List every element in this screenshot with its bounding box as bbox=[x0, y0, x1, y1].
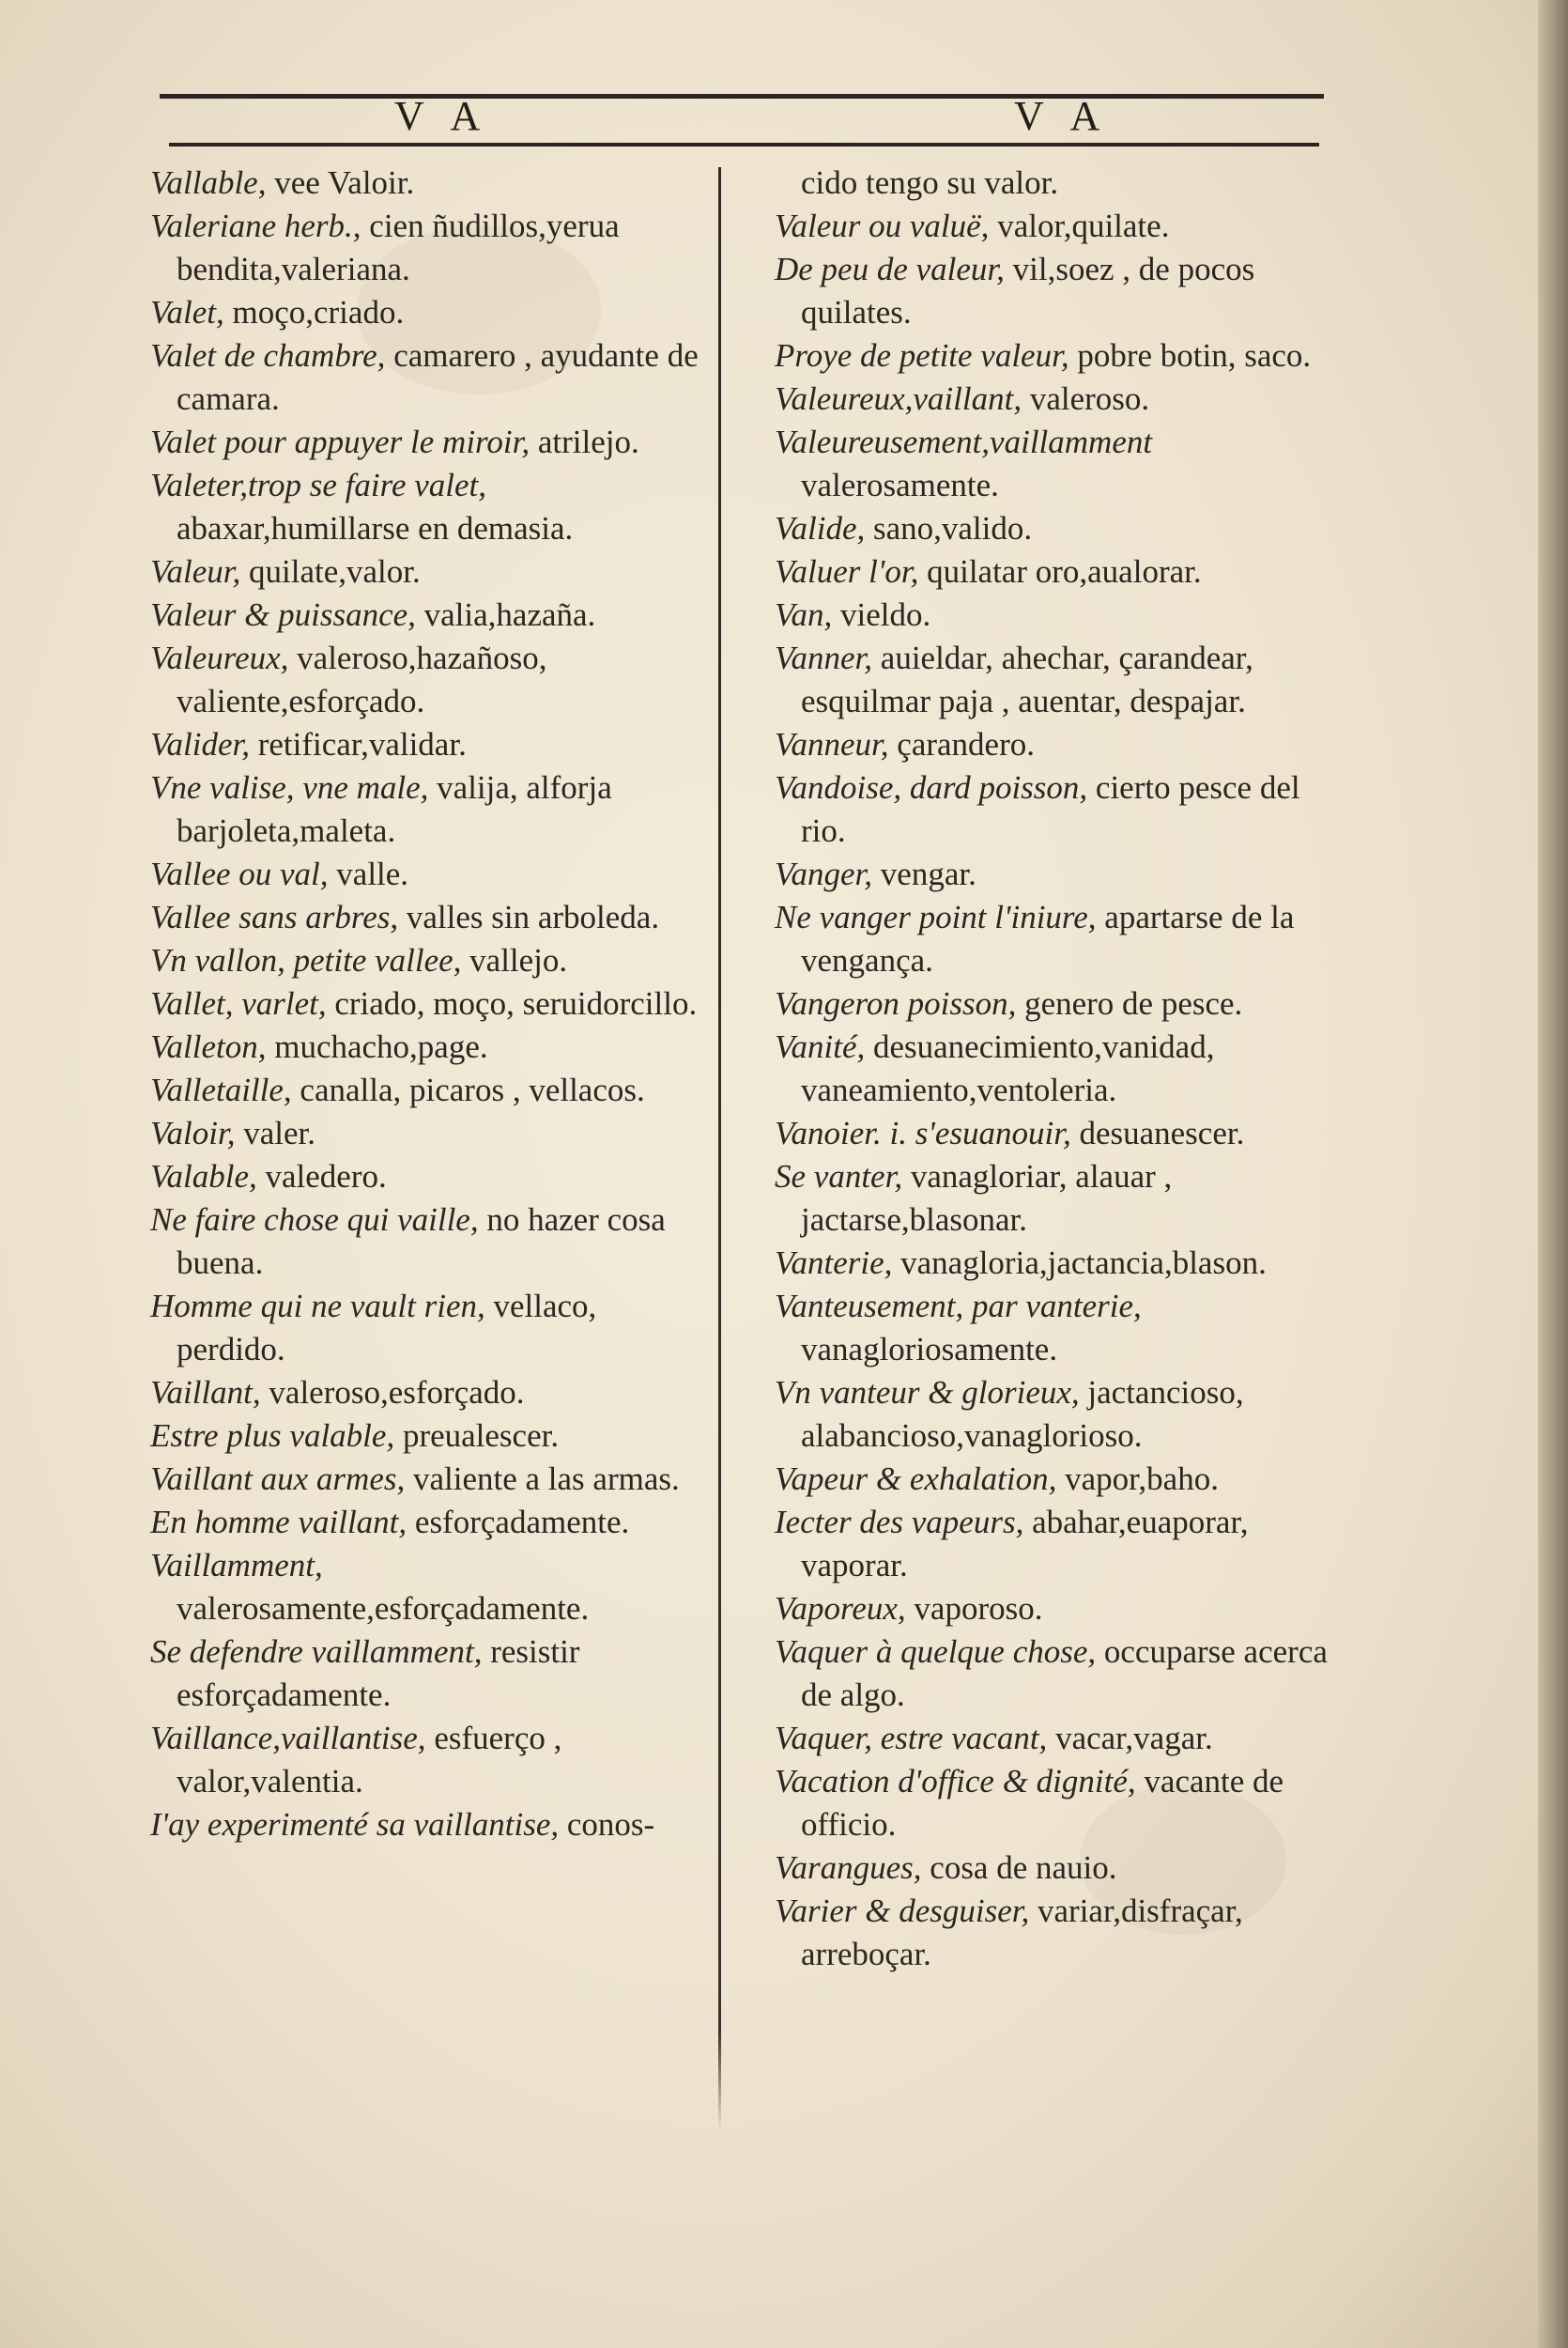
dictionary-entry bbox=[150, 1112, 709, 1155]
dictionary-entry bbox=[150, 853, 709, 896]
entry-definition: esfuerço , valor,valentia. bbox=[177, 1720, 562, 1800]
dictionary-entry bbox=[775, 1371, 1333, 1458]
entry-headword: Valet, bbox=[150, 294, 224, 331]
entry-headword: Vanner, bbox=[775, 640, 873, 676]
entry-definition: valiente a las armas. bbox=[405, 1460, 680, 1497]
entry-definition: quilatar oro,aualorar. bbox=[918, 553, 1202, 590]
entry-definition: conos- bbox=[559, 1806, 655, 1843]
header-rule bbox=[160, 94, 1324, 99]
dictionary-entry bbox=[150, 1069, 709, 1112]
right-column bbox=[775, 162, 1333, 1976]
entry-headword: Valeureusement,vaillamment bbox=[775, 424, 1153, 460]
entry-definition: abaxar,humillarse en demasia. bbox=[177, 510, 574, 547]
entry-definition: quilate,valor. bbox=[240, 553, 421, 590]
dictionary-entry bbox=[775, 594, 1333, 637]
dictionary-entry bbox=[775, 1630, 1333, 1717]
entry-headword: Vn vallon, petite vallee, bbox=[150, 942, 462, 979]
entry-definition: vacar,vagar. bbox=[1047, 1720, 1213, 1756]
dictionary-entry bbox=[775, 248, 1333, 334]
dictionary-entry bbox=[775, 1112, 1333, 1155]
dictionary-entry bbox=[775, 1760, 1333, 1846]
dictionary-entry bbox=[775, 1846, 1333, 1890]
entry-headword: Ne faire chose qui vaille, bbox=[150, 1201, 479, 1238]
entry-definition: desuanecimiento,vanidad, vaneamiento,ventoleria. bbox=[801, 1028, 1215, 1108]
entry-definition: criado, moço, seruidorcillo. bbox=[326, 985, 698, 1022]
dictionary-entry bbox=[150, 464, 709, 550]
entry-headword: Vanité, bbox=[775, 1028, 866, 1065]
entry-definition: vanagloria,jactancia,blason. bbox=[892, 1244, 1267, 1281]
entry-headword: Valeur, bbox=[150, 553, 241, 590]
entry-headword: Vapeur & exhalation, bbox=[775, 1460, 1057, 1497]
dictionary-entry bbox=[150, 1630, 709, 1717]
entry-definition: cido tengo su valor. bbox=[801, 164, 1059, 201]
entry-definition: valor,quilate. bbox=[989, 208, 1170, 244]
dictionary-entry bbox=[775, 637, 1333, 723]
entry-definition: vil,soez , de pocos quilates. bbox=[801, 251, 1255, 331]
entry-definition: valeroso,hazañoso, valiente,esforçado. bbox=[177, 640, 547, 719]
entry-headword: Valet pour appuyer le miroir, bbox=[150, 424, 530, 460]
entry-headword: Varangues, bbox=[775, 1849, 922, 1886]
dictionary-entry bbox=[775, 982, 1333, 1026]
dictionary-entry bbox=[150, 1371, 709, 1414]
entry-definition: no hazer cosa buena. bbox=[177, 1201, 666, 1281]
entry-headword: Valoir, bbox=[150, 1115, 236, 1151]
entry-headword: I'ay experimenté sa vaillantise, bbox=[150, 1806, 560, 1843]
dictionary-entry bbox=[150, 334, 709, 421]
entry-headword: Vne valise, vne male, bbox=[150, 769, 429, 806]
entry-definition: apartarse de la vengança. bbox=[801, 899, 1295, 979]
entry-definition: desuanescer. bbox=[1070, 1115, 1245, 1151]
entry-definition: valles sin arboleda. bbox=[398, 899, 660, 935]
entry-headword: Vanoier. i. s'esuanouir, bbox=[775, 1115, 1071, 1151]
entry-headword: Vaporeux, bbox=[775, 1590, 906, 1627]
entry-headword: Varier & desguiser, bbox=[775, 1892, 1030, 1929]
left-column bbox=[150, 162, 709, 1846]
entry-headword: Vandoise, dard poisson, bbox=[775, 769, 1088, 806]
entry-definition: valerosamente. bbox=[801, 467, 999, 503]
entry-headword: Valable, bbox=[150, 1158, 257, 1195]
entry-definition: vellaco, perdido. bbox=[177, 1288, 597, 1367]
dictionary-entry bbox=[150, 1026, 709, 1069]
entry-headword: Van, bbox=[775, 596, 833, 633]
entry-headword: Valeureux,vaillant, bbox=[775, 380, 1022, 417]
entry-definition: vapor,baho. bbox=[1056, 1460, 1219, 1497]
entry-definition: valedero. bbox=[256, 1158, 387, 1195]
dictionary-entry bbox=[775, 853, 1333, 896]
entry-headword: Iecter des vapeurs, bbox=[775, 1504, 1024, 1540]
dictionary-entry bbox=[150, 1155, 709, 1198]
dictionary-entry bbox=[150, 594, 709, 637]
dictionary-entry bbox=[775, 507, 1333, 550]
entry-headword: Vallee ou val, bbox=[150, 856, 329, 892]
entry-headword: Valleton, bbox=[150, 1028, 267, 1065]
dictionary-entry bbox=[150, 896, 709, 939]
entry-definition: valerosamente,esforçadamente. bbox=[177, 1590, 590, 1627]
dictionary-entry bbox=[150, 1285, 709, 1371]
entry-headword: Vangeron poisson, bbox=[775, 985, 1017, 1022]
entry-definition: moço,criado. bbox=[223, 294, 405, 331]
dictionary-entry bbox=[775, 1285, 1333, 1371]
entry-headword: Vn vanteur & glorieux, bbox=[775, 1374, 1080, 1411]
entry-headword: Valet de chambre, bbox=[150, 337, 386, 374]
entry-definition: cien ñudillos,yerua bendita,valeriana. bbox=[177, 208, 620, 287]
entry-headword: En homme vaillant, bbox=[150, 1504, 407, 1540]
dictionary-entry bbox=[775, 1242, 1333, 1285]
entry-headword: Se vanter, bbox=[775, 1158, 903, 1195]
column-divider bbox=[718, 167, 721, 2130]
dictionary-entry bbox=[775, 1890, 1333, 1976]
dictionary-entry bbox=[150, 1803, 709, 1846]
entry-headword: Vaillant, bbox=[150, 1374, 261, 1411]
dictionary-entry bbox=[775, 378, 1333, 421]
dictionary-entry bbox=[775, 723, 1333, 766]
dictionary-entry bbox=[775, 1155, 1333, 1242]
dictionary-entry bbox=[150, 1198, 709, 1285]
entry-headword: Valuer l'or, bbox=[775, 553, 919, 590]
dictionary-entry bbox=[150, 550, 709, 594]
dictionary-entry bbox=[775, 334, 1333, 378]
entry-definition: cierto pesce del rio. bbox=[801, 769, 1300, 849]
entry-definition: vengar. bbox=[872, 856, 976, 892]
entry-headword: Homme qui ne vault rien, bbox=[150, 1288, 485, 1324]
entry-headword: Valeter,trop se faire valet, bbox=[150, 467, 487, 503]
entry-definition: valia,hazaña. bbox=[415, 596, 596, 633]
entry-definition: sano,valido. bbox=[865, 510, 1033, 547]
entry-headword: Valide, bbox=[775, 510, 866, 547]
entry-headword: Vaillance,vaillantise, bbox=[150, 1720, 426, 1756]
running-head-right: V A bbox=[1014, 93, 1110, 139]
entry-definition: retificar,validar. bbox=[249, 726, 467, 763]
entry-headword: Vanneur, bbox=[775, 726, 889, 763]
entry-definition: vanagloriosamente. bbox=[801, 1331, 1058, 1367]
entry-definition: valle. bbox=[328, 856, 409, 892]
dictionary-entry bbox=[150, 723, 709, 766]
entry-definition: camarero , ayudante de camara. bbox=[177, 337, 699, 417]
entry-headword: Vacation d'office & dignité, bbox=[775, 1763, 1136, 1800]
entry-headword: Vanteusement, par vanterie, bbox=[775, 1288, 1142, 1324]
dictionary-entry bbox=[150, 1458, 709, 1501]
entry-headword: Valider, bbox=[150, 726, 250, 763]
entry-headword: Valeur & puissance, bbox=[150, 596, 416, 633]
dictionary-entry bbox=[775, 162, 1333, 205]
entry-definition: vieldo. bbox=[832, 596, 931, 633]
dictionary-entry bbox=[775, 766, 1333, 853]
book-spine-edge bbox=[1538, 0, 1568, 2348]
entry-definition: variar,disfraçar, arreboçar. bbox=[801, 1892, 1243, 1972]
entry-headword: Valeureux, bbox=[150, 640, 289, 676]
entry-headword: Valeriane herb., bbox=[150, 208, 361, 244]
entry-definition: valer. bbox=[235, 1115, 315, 1151]
dictionary-entry bbox=[150, 162, 709, 205]
entry-definition: preualescer. bbox=[394, 1417, 560, 1454]
dictionary-entry bbox=[775, 1501, 1333, 1587]
entry-definition: muchacho,page. bbox=[266, 1028, 488, 1065]
dictionary-entry bbox=[150, 205, 709, 291]
dictionary-entry bbox=[775, 1458, 1333, 1501]
dictionary-entry bbox=[150, 1544, 709, 1630]
entry-definition: occuparse acerca de algo. bbox=[801, 1633, 1328, 1713]
entry-definition: cosa de nauio. bbox=[921, 1849, 1117, 1886]
entry-definition: vallejo. bbox=[461, 942, 568, 979]
header-underline bbox=[169, 143, 1319, 147]
entry-definition: jactancioso, alabancioso,vanaglorioso. bbox=[801, 1374, 1244, 1454]
entry-headword: Ne vanger point l'iniure, bbox=[775, 899, 1097, 935]
entry-definition: pobre botin, saco. bbox=[1068, 337, 1312, 374]
dictionary-entry bbox=[150, 1717, 709, 1803]
dictionary-entry bbox=[775, 550, 1333, 594]
entry-definition: vaporoso. bbox=[905, 1590, 1043, 1627]
dictionary-entry bbox=[150, 939, 709, 982]
entry-definition: vee Valoir. bbox=[266, 164, 415, 201]
entry-definition: canalla, picaros , vellacos. bbox=[291, 1072, 645, 1108]
entry-headword: Valletaille, bbox=[150, 1072, 292, 1108]
dictionary-entry bbox=[775, 896, 1333, 982]
entry-headword: Vaquer à quelque chose, bbox=[775, 1633, 1097, 1670]
entry-headword: Vanger, bbox=[775, 856, 873, 892]
entry-headword: Valeur ou valuë, bbox=[775, 208, 990, 244]
dictionary-entry bbox=[775, 1587, 1333, 1630]
dictionary-entry bbox=[150, 766, 709, 853]
entry-definition: vacante de officio. bbox=[801, 1763, 1284, 1843]
entry-definition: auieldar, ahechar, çarandear, esquilmar paja , auentar, despajar. bbox=[801, 640, 1253, 719]
dictionary-entry bbox=[150, 421, 709, 464]
dictionary-entry bbox=[775, 1026, 1333, 1112]
dictionary-entry bbox=[775, 205, 1333, 248]
dictionary-entry bbox=[150, 1414, 709, 1458]
dictionary-entry bbox=[775, 421, 1333, 507]
entry-headword: Estre plus valable, bbox=[150, 1417, 395, 1454]
entry-headword: Proye de petite valeur, bbox=[775, 337, 1069, 374]
entry-definition: vanagloriar, alauar , jactarse,blasonar. bbox=[801, 1158, 1173, 1238]
entry-definition: abahar,euaporar, vaporar. bbox=[801, 1504, 1249, 1583]
entry-headword: Vanterie, bbox=[775, 1244, 893, 1281]
dictionary-entry bbox=[150, 291, 709, 334]
entry-definition: esforçadamente. bbox=[407, 1504, 630, 1540]
entry-headword: Vaillamment, bbox=[150, 1547, 323, 1583]
entry-headword: Se defendre vaillamment, bbox=[150, 1633, 483, 1670]
entry-definition: valeroso,esforçado. bbox=[260, 1374, 525, 1411]
entry-headword: Vaquer, estre vacant, bbox=[775, 1720, 1048, 1756]
entry-headword: Vaillant aux armes, bbox=[150, 1460, 406, 1497]
entry-headword: Vallee sans arbres, bbox=[150, 899, 399, 935]
dictionary-entry bbox=[150, 982, 709, 1026]
entry-definition: valija, alforja barjoleta,maleta. bbox=[177, 769, 612, 849]
running-head-left: V A bbox=[394, 93, 490, 139]
entry-definition: çarandero. bbox=[888, 726, 1035, 763]
dictionary-entry bbox=[775, 1717, 1333, 1760]
entry-definition: atrilejo. bbox=[530, 424, 639, 460]
entry-headword: De peu de valeur, bbox=[775, 251, 1005, 287]
entry-definition: genero de pesce. bbox=[1016, 985, 1243, 1022]
entry-headword: Vallable, bbox=[150, 164, 267, 201]
entry-definition: valeroso. bbox=[1022, 380, 1150, 417]
entry-definition: resistir esforçadamente. bbox=[177, 1633, 580, 1713]
dictionary-entry bbox=[150, 1501, 709, 1544]
entry-headword: Vallet, varlet, bbox=[150, 985, 327, 1022]
dictionary-entry bbox=[150, 637, 709, 723]
